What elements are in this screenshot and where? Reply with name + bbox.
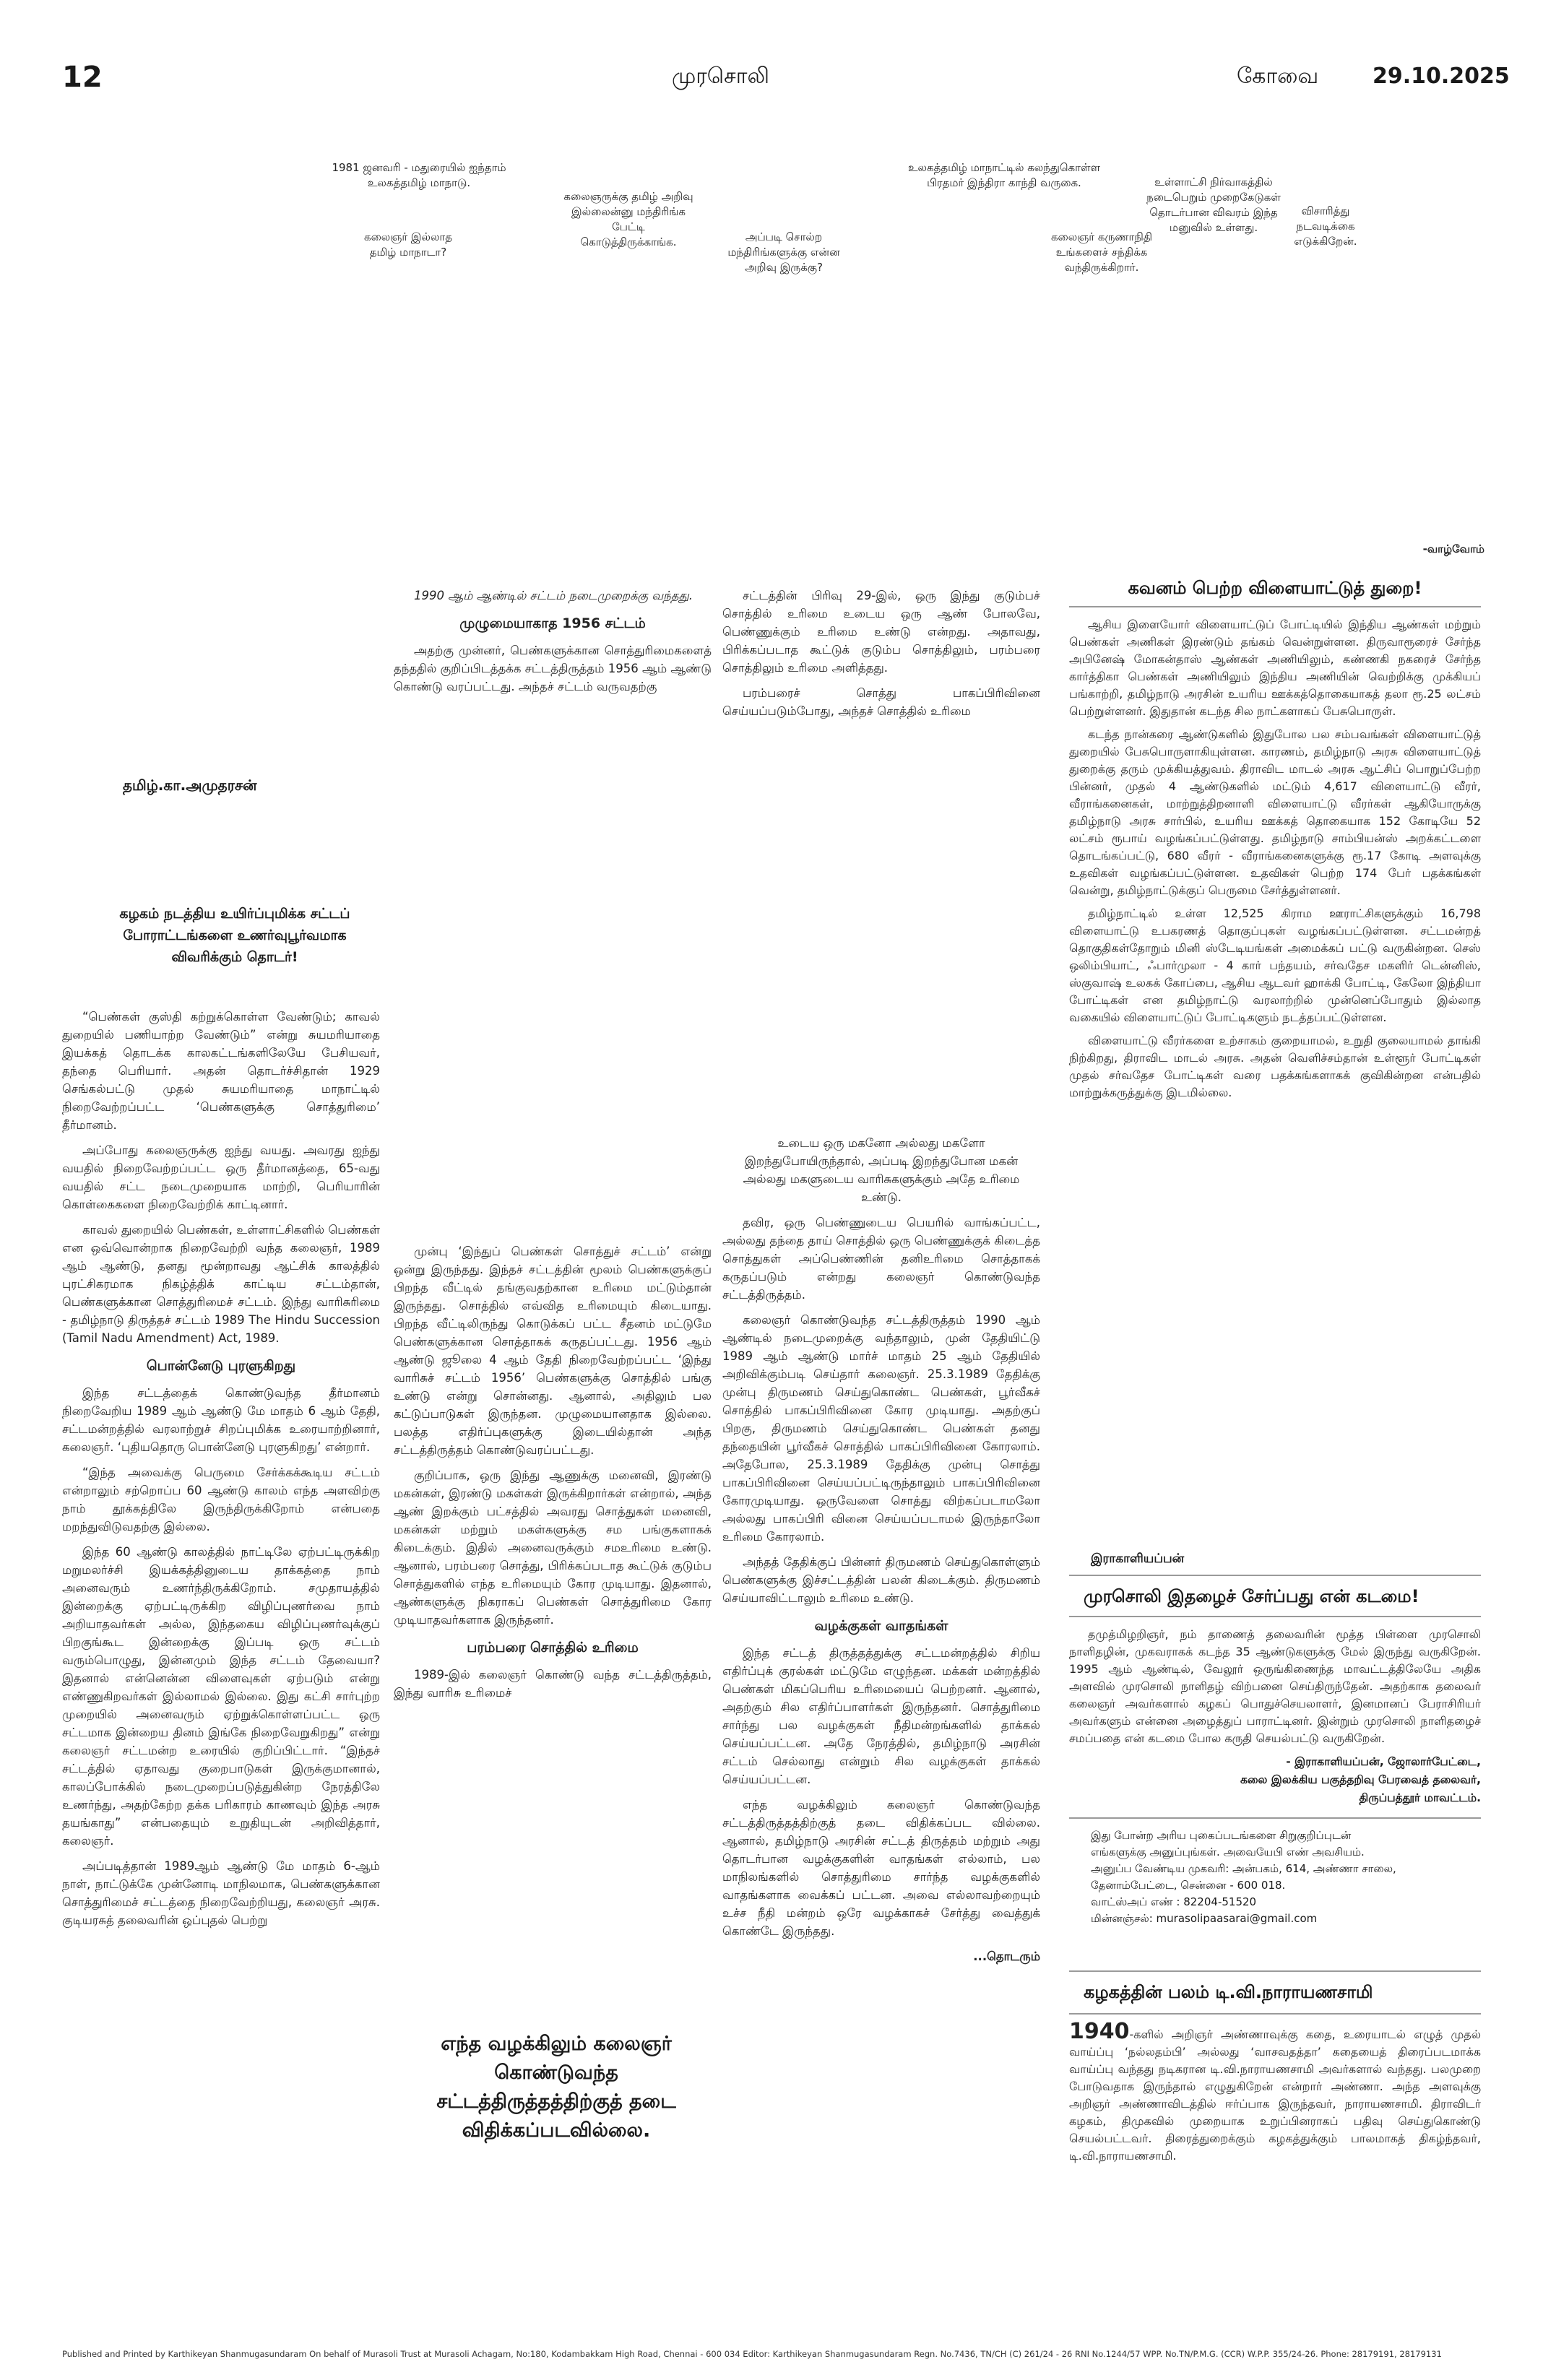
subscribe-title: முரசொலி இதழைச் சேர்ப்பது என் கடமை! xyxy=(1084,1586,1419,1606)
paragraph: அதற்கு முன்னர், பெண்களுக்கான சொத்துரிமைகளைத் தந்ததில் குறிப்பிடத்தக்க சட்டத்திருத்தம் 1956 ஆம் ஆண்டு கொண்டு வரப்பட்டது. அந்தச் சட்டம் வருவதற்கு xyxy=(394,644,712,693)
paragraph: தமுத்மிழறிஞர், நம் தாணைத் தலைவரின் மூத்த பிள்ளை முரசொலி நாளிதழின், முகவராகக் கடந்த 35 ஆண்டுகளுக்கு மேல் இருந்து வருகிறேன். 1995 ஆம் ஆண்டில், வேலூர் ஒருங்கிணைந்த மாவட்டத்திலேயே அதிக அளவில் முரசொலி நாளிதழ் விற்பனை செய்திருந்தேன். அதற்காக தலைவர் கலைஞர் அவர்களால் கழகப் பொதுச்செயலாளர், இனமானப் பேராசிரியர் அவர்களும் என்னை அழைத்துப் பாராட்டினர். இன்றும் முரசொலி நாளிதழைச் சமப்பதை என் கடமை போல கருதி செயல்பட்டு வருகிறேன். xyxy=(1069,1627,1481,1745)
whatsapp-number: வாட்ஸ்அப் எண் : 82204-51520 xyxy=(1091,1895,1257,1908)
imprint-footer: Published and Printed by Karthikeyan Shanmugasundaram On behalf of Murasoli Trust at Murasoli Achagam, No:180, Kodambakkam High Road, Chennai - 600 034 Editor: Karthikeyan Shanmugasundaram Regn. No.7436, TN/CH (C) 261/24 - 26 RNI No.1244/57 WPP. No.TN/P.M.G. (CCR) W.P.P. 355/24-26. Phone: 28179191, 28179131 xyxy=(62,2349,1442,2359)
address-line: எங்களுக்கு அனுப்புங்கள். அவையேபி எண் அவசியம். xyxy=(1091,1845,1365,1858)
paragraph: கலைஞர் கொண்டுவந்த சட்டத்திருத்தம் 1990 ஆம் ஆண்டில் நடைமுறைக்கு வந்தாலும், முன் தேதியிட்டு 1989 ஆம் ஆண்டு மார்ச் மாதம் 25 ஆம் தேதியில் அறிவிக்கும்படி செய்தார் கலைஞர். 25.3.1989 தேதிக்கு முன்பு திருமணம் செய்துகொண்ட பெண்கள், பூர்வீகச் சொத்தில் பாகப்பிரிவினை கோர முடியாது. அதற்குப் பிறகு, திருமணம் செய்துகொண்ட பெண்கள் தனது தந்தையின் பூர்வீகச் சொத்தில் பாகப்பிரிவினை கோரலாம். அதேபோல, 25.3.1989 தேதிக்கு முன்பு சொத்து பாகப்பிரிவினை செய்யப்பட்டிருந்தாலும் பாகப்பிரிவினை கோரமுடியாது. ஒருவேளை சொத்து விற்கப்படாமலோ அல்லது பாகப்பிரி வினை செய்யப்படாமல் இருந்தாலோ உரிமை கோரலாம். xyxy=(722,1313,1040,1544)
paragraph: “பெண்கள் குஸ்தி கற்றுக்கொள்ள வேண்டும்; காவல் துறையில் பணியாற்ற வேண்டும்” என்று சுயமரியாதை இயக்கத் தொடக்க காலகட்டங்களிலேயே பேசியவர், தந்தை பெரியார். அதன் தொடர்ச்சிதான் 1929 செங்கல்பட்டு முதல் சுயமரியாதை மாநாட்டில் நிறைவேற்றப்பட்ட ‘பெண்களுக்கு சொத்துரிமை’ தீர்மானம். xyxy=(62,1010,380,1132)
divider xyxy=(1069,2013,1481,2015)
address-line: இது போன்ற அரிய புகைப்படங்களை சிறுகுறிப்புடன் xyxy=(1091,1829,1352,1842)
sports-box xyxy=(1069,578,1481,1107)
email-address: மின்னஞ்சல்: murasolipaasarai@gmail.com xyxy=(1091,1912,1318,1925)
comic-caption-2: கலைஞருக்கு தமிழ் அறிவு இல்லைன்னு மந்திரிங்க பேட்டி கொடுத்திருக்காங்க. xyxy=(563,190,693,248)
paragraph: கடந்த நான்கரை ஆண்டுகளில் இதுபோல பல சம்பவங்கள் விளையாட்டுத் துறையில் பேசுபொருளாகியுள்ளன. காரணம், தமிழ்நாடு அரசு விளையாட்டுத் துறைக்கு தரும் முக்கியத்துவம். திராவிட மாடல் அரசு ஆட்சிப் பொறுப்பேற்ற பின்னர், முதல் 4 ஆண்டுகளில் மட்டும் 4,617 விளையாட்டு வீரர், வீராங்கனைகள், மாற்றுத்திறனாளி விளையாட்டு வீரர்கள் ஆகியோருக்கு தமிழ்நாடு அரசு சார்பில், உயரிய ஊக்கத் தொகையாக 152 கோடியே 52 லட்சம் ரூபாய் வழங்கப்பட்டுள்ளது. தமிழ்நாடு சாம்பியன்ஸ் அறக்கட்டளை தொடங்கப்பட்டு, 680 வீரர் - வீராங்கனைகளுக்கு ரூ.17 கோடி அளவுக்கு உதவிகள் வழங்கப்பட்டுள்ளன. உதவிகள் பெற்ற 174 பேர் பதக்கங்கள் வென்று, தமிழ்நாட்டுக்குப் பெருமை சேர்த்துள்ளனர். xyxy=(1069,727,1481,897)
subscribe-signature xyxy=(1069,1753,1481,1807)
comic-caption-4: அப்படி சொல்ற மந்திரிங்களுக்கு என்ன அறிவு இருக்கு? xyxy=(727,230,840,274)
edition-city: கோவை xyxy=(1237,64,1319,89)
subscribe-author: இராகாளியப்பன் xyxy=(1091,1552,1185,1566)
paragraph: தவிர, ஒரு பெண்ணுடைய பெயரில் வாங்கப்பட்ட, அல்லது தந்தை தாய் சொத்தில் ஒரு பெண்ணுக்குக் கிடைத்த சொத்துகள் அப்பெண்ணின் தனிஉரிமை சொத்தாகக் கருதப்படும் என்றது கலைஞர் கொண்டுவந்த சட்டத்திருத்தம். xyxy=(722,1216,1040,1302)
paragraph: விளையாட்டு வீரர்களை உற்சாகம் குறையாமல், உறுதி குலையாமல் தாங்கி நிற்கிறது, திராவிட மாடல் அரசு. அதன் வெளிச்சம்தான் உள்ளூர் போட்டிகள் முதல் சர்வதேச போட்டிகள் வரை பதக்கங்களாகக் குவிகின்றன என்பதில் மாற்றுக்கருத்துக்கு இடமில்லை. xyxy=(1069,1034,1481,1099)
subscribe-box xyxy=(1069,1552,1481,1927)
narayanasamy-box xyxy=(1069,1970,1481,2165)
signature-line: - இராகாளியப்பன், ஜோலார்பேட்டை, xyxy=(1286,1755,1481,1768)
paragraph: -களில் அறிஞர் அண்ணாவுக்கு கதை, உரையாடல் எழுத் முதல் வாய்ப்பு ‘நல்லதம்பி’ அல்லது ‘வாசவதத்தா’ கதையைத் திரைப்படமாக்க வாய்ப்பு வந்தது நடிகரான டி.வி.நாராயணசாமி அவர்களால் வந்தது. பலமுறை போடுவதாக இருந்தால் எழுதுகிறேன் என்றார் அண்ணா. அந்த அளவுக்கு அறிஞர் அண்ணாவிடத்தில் ஈர்ப்பாக இருந்தவர், நாராயணசாமி. திராவிடர் கழகம், திமுகவில் முறையாக உறுப்பினராகப் பதிவு செய்துகொண்டு செயல்பட்டவர். திரைத்துறைக்கும் கழகத்துக்கும் பாலமாகத் திகழ்ந்தவர், டி.வி.நாராயணசாமி. xyxy=(1069,2028,1481,2163)
divider xyxy=(1069,1817,1481,1819)
narayanasamy-title: கழகத்தின் பலம் டி.வி.நாராயணசாமி xyxy=(1084,1982,1373,2002)
paragraph: காவல் துறையில் பெண்கள், உள்ளாட்சிகளில் பெண்கள் என ஒவ்வொன்றாக நிறைவேற்றி வந்த கலைஞர், 1989 ஆம் ஆண்டு, தனது மூன்றாவது ஆட்சிக் காலத்தில் புரட்சிகரமாக நிகழ்த்திக் காட்டிய சட்டம்தான், பெண்களுக்கான சொத்துரிமைச் சட்டம். இந்து வாரிசுரிமை - தமிழ்நாடு திருத்தச் சட்டம் 1989 The Hindu Succession (Tamil Nadu Amendment) Act, 1989. xyxy=(62,1223,380,1345)
submission-address xyxy=(1091,1827,1481,1927)
paragraph: முன்பு ‘இந்துப் பெண்கள் சொத்துச் சட்டம்’ என்று ஒன்று இருந்தது. இந்தச் சட்டத்தின் மூலம் பெண்களுக்குப் பிறந்த வீட்டில் தங்குவதற்கான உரிமை மட்டும்தான் இருந்தது. சொத்தில் எவ்வித உரிமையும் கிடையாது. பிறந்த வீட்டிலிருந்து கொடுக்கப் பட்ட சீதனம் மட்டுமே பெண்களுக்கான சொத்தாகக் கருதப்பட்டது. 1956 ஆம் ஆண்டு ஜூலை 4 ஆம் தேதி நிறைவேற்றப்பட்ட ‘இந்து வாரிசுச் சட்டம் 1956’ பெண்களுக்கு சொத்தில் பங்கு உண்டு என்று சொன்னது. ஆனால், அதிலும் பல கட்டுப்பாடுகள் இருந்தன. முழுமையானதாக இல்லை. பலத்த எதிர்ப்புகளுக்கு இடையில்தான் அந்த சட்டத்திருத்தம் கொண்டுவரப்பட்டது. xyxy=(394,1245,712,1457)
sports-box-body xyxy=(1069,616,1481,1102)
paragraph: இந்த சட்டத் திருத்தத்துக்கு சட்டமன்றத்தில் சிறிய எதிர்ப்புக் குரல்கள் மட்டுமே எழுந்தன. மக்கள் மன்றத்தில் பெண்கள் மிகப்பெரிய உரிமையைப் பெற்றனர். ஆனால், அதற்கும் சில எதிர்ப்பாளர்கள் இருந்தனர். சொத்துரிமை சார்ந்து பல வழக்குகள் நீதிமன்றங்களில் தாக்கல் செய்யப்பட்டன. அதே நேரத்தில், தமிழ்நாடு அரசின் சட்டம் செல்லாது என்றும் சில வழக்குகள் தாக்கல் செய்யப்பட்டன. xyxy=(722,1646,1040,1786)
article-column-1 xyxy=(62,1008,380,1937)
paragraph: இந்த 60 ஆண்டு காலத்தில் நாட்டிலே ஏற்பட்டிருக்கிற மறுமலர்ச்சி இயக்கத்தினுடைய தாக்கத்தை நாம் அனைவரும் உணர்ந்திருக்கிறோம். சமுதாயத்தில் இன்றைக்கு ஏற்பட்டிருக்கிற விழிப்புணர்வை நாம் அறியாதவர்கள் அல்ல, இந்தகைய விழிப்புணர்வுக்குப் பிறகுங்கூட இன்றைக்கு இப்படி ஒரு சட்டம் வரும்பொழுது, இன்னமும் இந்த சட்டம் தேவையா? இதனால் என்னென்ன விளைவுகள் ஏற்படும் என்று எண்ணுகிறவர்கள் இல்லாமல் இல்லை. இது கட்சி சார்புற்ற முறையில் அனைவரும் ஏற்றுக்கொள்ளப்பட்ட ஒரு சட்டமாக இன்றைய தினம் இங்கே நிறைவேறுகிறது” என்று கலைஞர் சட்டமன்ற உரையில் குறிப்பிட்டார். “இந்தச் சட்டத்தில் ஏதாவது குறைபாடுகள் இருக்குமானால், காலப்போக்கில் நடைமுறைப்படுத்துகின்ற நேரத்திலே உணர்ந்து, அதற்கேற்ற தக்க பரிகாரம் காணவும் இந்த அரசு தயங்காது” என்பதையும் உறுதியுடன் அறிவித்தார், கலைஞர். xyxy=(62,1545,380,1848)
comic-signoff: -வாழ்வோம் xyxy=(1422,542,1484,555)
address-line: தேனாம்பேட்டை, சென்னை - 600 018. xyxy=(1091,1879,1286,1892)
paragraph: “இந்த அவைக்கு பெருமை சேர்க்கக்கூடிய சட்டம் என்றாலும் சற்றொப்ப 60 ஆண்டு காலம் எந்த அளவிற்கு நாம் தூக்கத்திலே இருந்திருக்கிறோம் என்பதை மறந்துவிடுவதற்கு இல்லை. xyxy=(62,1466,380,1533)
page-number: 12 xyxy=(62,61,103,94)
paragraph: அந்தத் தேதிக்குப் பின்னர் திருமணம் செய்துகொள்ளும் பெண்களுக்கு இச்சட்டத்தின் பலன் கிடைக்கும். திருமணம் செய்யாவிட்டாலும் உரிமை உண்டு. xyxy=(722,1555,1040,1605)
dropcap-year: 1940 xyxy=(1069,2019,1130,2044)
newspaper-name: முரசொலி xyxy=(672,64,769,89)
paragraph: குறிப்பாக, ஒரு இந்து ஆணுக்கு மனைவி, இரண்டு மகன்கள், இரண்டு மகள்கள் இருக்கிறார்கள் என்றால், அந்த ஆண் இறக்கும் பட்சத்தில் அவரது சொத்துகள் மனைவி, மகன்கள் மற்றும் மகள்களுக்கு சம பங்குகளாகக் கிடைக்கும். இதில் அனைவருக்கும் சமஉரிமை உண்டு. ஆனால், பரம்பரை சொத்து, பிரிக்கப்படாத கூட்டுக் குடும்ப சொத்துகளில் எந்த உரிமையும் கோர முடியாது. இதனால், ஆண்களுக்கு நிகராகப் பெண்கள் சொத்துரிமை கோர முடியாதவர்களாக இருந்தனர். xyxy=(394,1468,712,1627)
article-byline: தமிழ்.கா.அமுதரசன் xyxy=(123,776,257,794)
pull-quote: எந்த வழக்கிலும் கலைஞர் கொண்டுவந்த சட்டத்திருத்தத்திற்குத் தடை விதிக்கப்படவில்லை. xyxy=(436,2033,676,2142)
divider xyxy=(1069,1970,1481,1972)
divider xyxy=(1069,1575,1481,1576)
paragraph: உடைய ஒரு மகனோ அல்லது மகளோ இறந்துபோயிருந்தால், அப்படி இறந்துபோன மகன் அல்லது மகளுடைய வாரிசுகளுக்கும் அதே உரிமை உண்டு. xyxy=(743,1136,1020,1204)
paragraph: சட்டத்தின் பிரிவு 29-இல், ஒரு இந்து குடும்பச் சொத்தில் உரிமை உடைய ஒரு ஆண் போலவே, பெண்ணுக்கும் உரிமை உண்டு என்றது. அதாவது, பிரிக்கப்படாத கூட்டுக் குடும்ப சொத்திலும், பரம்பரை சொத்திலும் உரிமை அளித்தது. xyxy=(722,589,1040,675)
continued-marker: ...தொடரும் xyxy=(973,1950,1040,1963)
subheading: பரம்பரை சொத்தில் உரிமை xyxy=(467,1640,639,1656)
article-column-3-bottom xyxy=(722,1134,1040,1965)
signature-line: திருப்பத்தூர் மாவட்டம். xyxy=(1359,1791,1481,1804)
article-column-3-top xyxy=(722,587,1040,727)
address-line: அனுப்ப வேண்டிய முகவரி: அன்பகம், 614, அண்ணா சாலை, xyxy=(1091,1862,1396,1875)
divider xyxy=(1069,606,1481,607)
comic-caption-5: உலகத்தமிழ் மாநாட்டில் கலந்துகொள்ள பிரதமர் இந்திரா காந்தி வருகை. xyxy=(907,161,1101,189)
comic-caption-3: கலைஞர் இல்லாத தமிழ் மாநாடா? xyxy=(363,230,453,259)
paragraph: 1990 ஆம் ஆண்டில் சட்டம் நடைமுறைக்கு வந்தது. xyxy=(414,589,693,602)
paragraph: அப்போது கலைஞருக்கு ஐந்து வயது. அவரது ஐந்து வயதில் நிறைவேற்றப்பட்ட ஒரு தீர்மானத்தை, 65-வது வயதில் சட்ட நடைமுறையாக மாற்றி, பெரியாரின் கொள்கைகளை நிறைவேற்றிக் காட்டினார். xyxy=(62,1143,380,1211)
article-column-2-top xyxy=(394,587,712,703)
comic-caption-6: கலைஞர் கருணாநிதி உங்களைச் சந்திக்க வந்திருக்கிறார். xyxy=(1050,230,1153,274)
comic-caption-8: விசாரித்து நடவடிக்கை எடுக்கிறேன். xyxy=(1294,204,1357,248)
comic-caption-7: உள்ளாட்சி நிர்வாகத்தில் நடைபெறும் முறைகேடுகள் தொடர்பான விவரம் இந்த மனுவில் உள்ளது. xyxy=(1146,176,1281,234)
sports-box-title: கவனம் பெற்ற விளையாட்டுத் துறை! xyxy=(1128,578,1422,598)
article-column-2-bottom xyxy=(394,1242,712,1709)
paragraph: ஆசிய இளையோர் விளையாட்டுப் போட்டியில் இந்திய ஆண்கள் மற்றும் பெண்கள் அணிகள் இரண்டும் தங்கம் வென்றுள்ளன. திருவாரூரைச் சேர்ந்த அபினேஷ் மோகன்தாஸ் ஆண்கள் அணியிலும், கண்ணகி நகரைச் சேர்ந்த கார்த்திகா பெண்கள் அணியிலும் இந்திய அணியின் வெற்றிக்கு முக்கியப் பங்காற்றி, தமிழ்நாடு அரசின் உயரிய ஊக்கத்தொகையாகத் தலா ரூ.25 லட்சம் பெற்றுள்ளனர். இதுதான் கடந்த சில நாட்களாகப் பேசுபொருள். xyxy=(1069,618,1481,718)
paragraph: பரம்பரைச் சொத்து பாகப்பிரிவினை செய்யப்படும்போது, அந்தச் சொத்தில் உரிமை xyxy=(722,686,1040,718)
subheading: முழுமையாகாத 1956 சட்டம் xyxy=(459,615,646,631)
signature-line: கலை இலக்கிய பகுத்தறிவு பேரவைத் தலைவர், xyxy=(1240,1773,1481,1786)
paragraph: 1989-இல் கலைஞர் கொண்டு வந்த சட்டத்திருத்தம், இந்து வாரிசு உரிமைச் xyxy=(394,1668,712,1700)
paragraph: இந்த சட்டத்தைக் கொண்டுவந்த தீர்மானம் நிறைவேறிய 1989 ஆம் ஆண்டு மே மாதம் 6 ஆம் தேதி, சட்டமன்றத்தில் வரலாற்றுச் சிறப்புமிக்க உரையாற்றினார், கலைஞர். ‘புதியதொரு பொன்னேடு புரளுகிறது’ என்றார். xyxy=(62,1386,380,1454)
paragraph: அப்படித்தான் 1989ஆம் ஆண்டு மே மாதம் 6-ஆம் நாள், நாட்டுக்கே முன்னோடி மாநிலமாக, பெண்களுக்கான சொத்துரிமைச் சட்டத்தை நிறைவேற்றியது, கலைஞர் அரசு. குடியரசுத் தலைவரின் ஒப்புதல் பெற்று xyxy=(62,1859,380,1927)
comic-caption-1: 1981 ஜனவரி - மதுரையில் ஐந்தாம் உலகத்தமிழ் மாநாடு. xyxy=(332,161,506,189)
paragraph: தமிழ்நாட்டில் உள்ள 12,525 கிராம ஊராட்சிகளுக்கும் 16,798 விளையாட்டு உபகரணத் தொகுப்புகள் வழங்கப்பட்டுள்ளன. சட்டமன்றத் தொகுதிகள்தோறும் மினி ஸ்டேடியங்கள் அமைக்கப் பட்டு வருகின்றன. செஸ் ஒலிம்பியாட், ஃபார்முலா - 4 கார் பந்தயம், சர்வதேச மகளிர் டென்னிஸ், ஸ்குவாஷ் உலகக் கோப்பை, ஆசிய ஆடவர் ஹாக்கி போட்டி, கேலோ இந்தியா போட்டிகள் என தமிழ்நாட்டு வரலாற்றில் முன்னெப்போதும் இல்லாத வகையில் விளையாட்டுப் போட்டிகளும் நடத்தப்பட்டுள்ளன. xyxy=(1069,906,1481,1024)
subheading: வழக்குகள் வாதங்கள் xyxy=(814,1618,948,1634)
subheading: பொன்னேடு புரளுகிறது xyxy=(146,1358,296,1374)
article-intro: கழகம் நடத்திய உயிர்ப்புமிக்க சட்டப் போராட்டங்களை உணர்வுபூர்வமாக விவரிக்கும் தொடர்! xyxy=(119,906,350,965)
paragraph: எந்த வழக்கிலும் கலைஞர் கொண்டுவந்த சட்டத்திருத்தத்திற்குத் தடை விதிக்கப்பட வில்லை. ஆனால், தமிழ்நாடு அரசின் சட்டத் திருத்தம் மற்றும் அது தொடர்பான வழக்குகளின் வாதங்கள் எல்லாம், பல மாநிலங்களில் சொத்துரிமை சார்ந்த வழக்குகளில் வாதங்களாக வைக்கப் பட்டன. அவை எல்லாவற்றையும் உச்ச நீதி மன்றம் ஒரே வழக்காகச் சேர்த்து வைத்துக் கொண்டே இருந்தது. xyxy=(722,1798,1040,1938)
edition-date: 29.10.2025 xyxy=(1373,64,1510,89)
divider xyxy=(1069,1616,1481,1617)
